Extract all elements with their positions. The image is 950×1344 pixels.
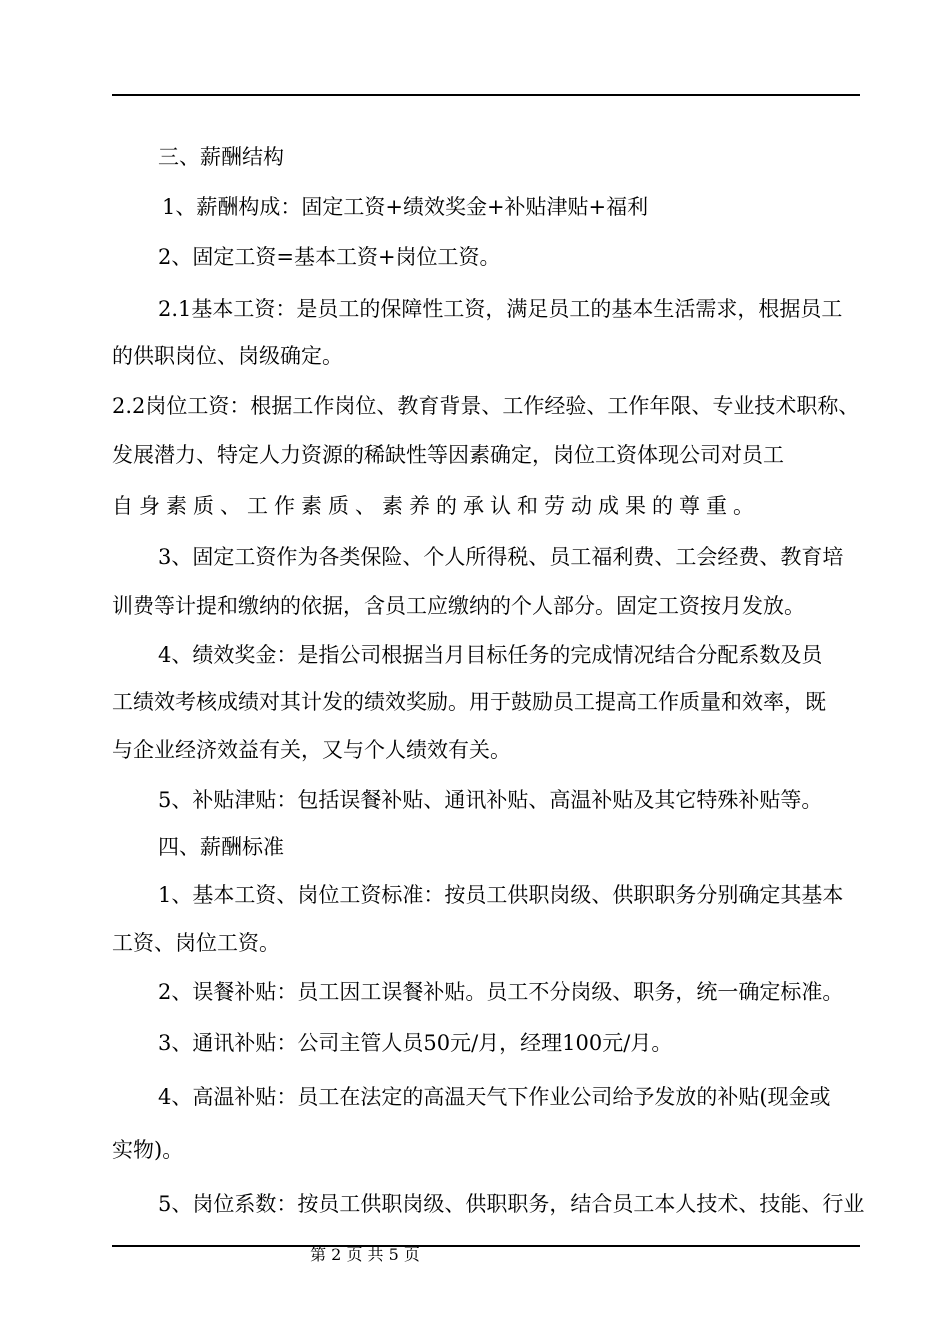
paragraph-line: 工资、岗位工资。 [112, 931, 280, 955]
paragraph-line: 3、固定工资作为各类保险、个人所得税、员工福利费、工会经费、教育培 [158, 545, 844, 569]
paragraph-line: 的供职岗位、岗级确定。 [112, 344, 343, 368]
paragraph-line: 2.2岗位工资：根据工作岗位、教育背景、工作经验、工作年限、专业技术职称、 [112, 394, 860, 418]
paragraph-line: 与企业经济效益有关，又与个人绩效有关。 [112, 738, 511, 762]
paragraph-line: 2.1基本工资：是员工的保障性工资，满足员工的基本生活需求，根据员工 [158, 297, 843, 321]
paragraph-line: 1、基本工资、岗位工资标准：按员工供职岗级、供职职务分别确定其基本 [158, 883, 844, 907]
page-footer [0, 1242, 950, 1268]
section-heading-4: 四、薪酬标准 [158, 835, 284, 859]
paragraph-line: 2、固定工资=基本工资+岗位工资。 [158, 245, 501, 269]
paragraph-line: 训费等计提和缴纳的依据，含员工应缴纳的个人部分。固定工资按月发放。 [112, 594, 805, 618]
page-number: 第 2 页 共 5 页 [310, 1245, 420, 1264]
paragraph-line: 5、补贴津贴：包括误餐补贴、通讯补贴、高温补贴及其它特殊补贴等。 [158, 788, 823, 812]
paragraph-line: 5、岗位系数：按员工供职岗级、供职职务，结合员工本人技术、技能、行业 [158, 1192, 865, 1216]
paragraph-line: 4、绩效奖金：是指公司根据当月目标任务的完成情况结合分配系数及员 [158, 643, 823, 667]
paragraph-line: 实物)。 [112, 1138, 184, 1162]
paragraph-line: 4、高温补贴：员工在法定的高温天气下作业公司给予发放的补贴(现金或 [158, 1085, 831, 1109]
paragraph-line: 发展潜力、特定人力资源的稀缺性等因素确定，岗位工资体现公司对员工 [112, 443, 784, 467]
paragraph-line: 自身素质、工作素质、素养的承认和劳动成果的尊重。 [112, 494, 760, 518]
paragraph-line: 3、通讯补贴：公司主管人员50元/月，经理100元/月。 [158, 1031, 673, 1055]
section-heading-3: 三、薪酬结构 [158, 145, 284, 169]
header-rule [112, 94, 860, 96]
paragraph-line: 2、误餐补贴：员工因工误餐补贴。员工不分岗级、职务，统一确定标准。 [158, 980, 844, 1004]
paragraph-line: 1、薪酬构成：固定工资+绩效奖金+补贴津贴+福利 [162, 195, 649, 219]
paragraph-line: 工绩效考核成绩对其计发的绩效奖励。用于鼓励员工提高工作质量和效率，既 [112, 690, 826, 714]
